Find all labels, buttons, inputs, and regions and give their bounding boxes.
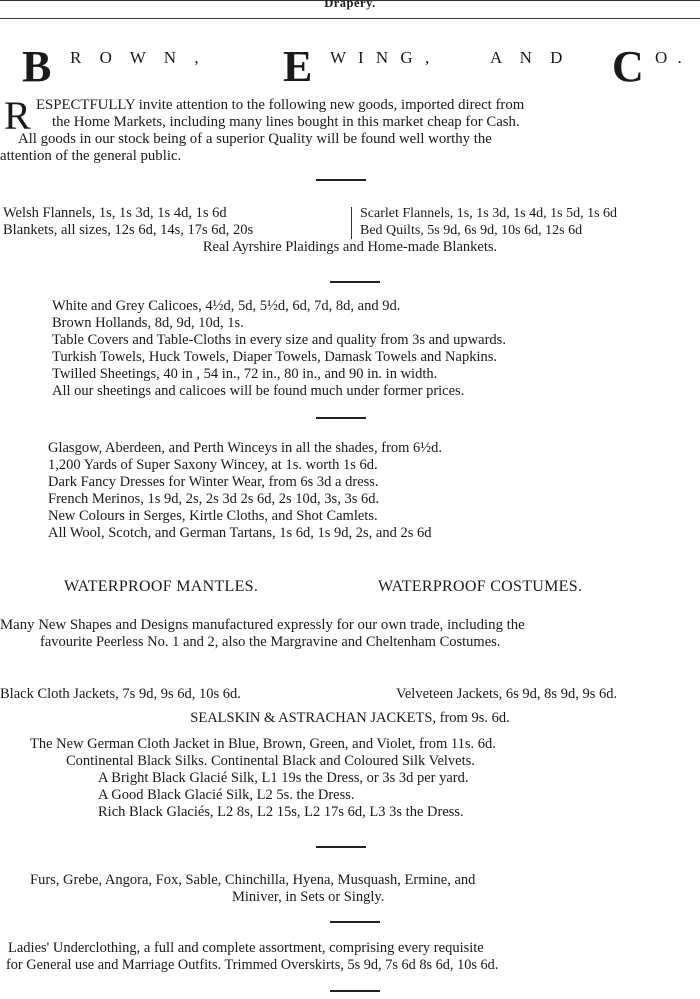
jackets-sealskin: SEALSKIN & ASTRACHAN JACKETS, from 9s. 6d.: [190, 710, 510, 726]
furs-line-2: Miniver, in Sets or Singly.: [232, 889, 385, 905]
winceys-line-4: French Merinos, 1s 9d, 2s, 2s 3d 2s 6d, 2s 10d, 3s, 3s 6d.: [48, 491, 380, 507]
firm-brown: R O W N ,: [70, 48, 199, 67]
divider-3: [316, 417, 366, 419]
flannels-left-2: Blankets, all sizes, 12s 6d, 14s, 17s 6d, 20s: [3, 222, 254, 238]
jackets-german: The New German Cloth Jacket in Blue, Brown, Green, and Violet, from 11s. 6d.: [30, 736, 496, 752]
calicoes-line-5: Twilled Sheetings, 40 in , 54 in., 72 in., 80 in., and 90 in. in width.: [52, 366, 438, 382]
column-divider: [351, 207, 352, 239]
glace-silk-1: A Bright Black Glacié Silk, L1 19s the Dress, or 3s 3d per yard.: [98, 770, 469, 786]
divider-4: [316, 846, 366, 848]
furs-line-1: Furs, Grebe, Angora, Fox, Sable, Chinchilla, Hyena, Musquash, Ermine, and: [30, 872, 476, 888]
calicoes-line-3: Table Covers and Table-Cloths in every size and quality from 3s and upwards.: [52, 332, 506, 348]
intro-line-2: the Home Markets, including many lines bought in this market cheap for Cash.: [52, 114, 520, 130]
calicoes-line-4: Turkish Towels, Huck Towels, Diaper Towels, Damask Towels and Napkins.: [52, 349, 498, 365]
underclothing-line-2: for General use and Marriage Outfits. Trimmed Overskirts, 5s 9d, 7s 6d 8s 6d, 10s 6d.: [6, 957, 499, 973]
winceys-line-6: All Wool, Scotch, and German Tartans, 1s 6d, 1s 9d, 2s, and 2s 6d: [48, 525, 432, 541]
divider-2: [330, 281, 380, 283]
glace-silk-3: Rich Black Glaciés, L2 8s, L2 15s, L2 17s 6d, L3 3s the Dress.: [98, 804, 464, 820]
flannels-right-2: Bed Quilts, 5s 9d, 6s 9d, 10s 6d, 12s 6d: [360, 223, 583, 238]
intro-line-3: All goods in our stock being of a superior Quality will be found well worthy the: [18, 131, 492, 147]
calicoes-line-2: Brown Hollands, 8d, 9d, 10d, 1s.: [52, 315, 244, 331]
section-title: Drapery.: [324, 0, 376, 10]
intro-drop-cap: R: [4, 93, 31, 138]
glace-silk-2: A Good Black Glacié Silk, L2 5s. the Dress.: [98, 787, 355, 803]
underclothing-line-1: Ladies' Underclothing, a full and complete assortment, comprising every requisite: [8, 940, 484, 956]
flannels-right-1: Scarlet Flannels, 1s, 1s 3d, 1s 4d, 1s 5d, 1s 6d: [360, 206, 618, 221]
flannels-left-1: Welsh Flannels, 1s, 1s 3d, 1s 4d, 1s 6d: [3, 205, 227, 221]
firm-and: A N D: [490, 48, 563, 67]
firm-ewing: W I N G ,: [330, 48, 430, 67]
silks-continental: Continental Black Silks. Continental Black and Coloured Silk Velvets.: [66, 753, 475, 769]
waterproof-costumes-heading: WATERPROOF COSTUMES.: [378, 578, 583, 595]
intro-line-1: ESPECTFULLY invite attention to the following new goods, imported direct from: [36, 97, 525, 113]
firm-initial-b: B: [22, 42, 52, 91]
winceys-line-3: Dark Fancy Dresses for Winter Wear, from 6s 3d a dress.: [48, 474, 379, 490]
firm-initial-c: C: [612, 42, 644, 91]
flannels-center: Real Ayrshire Plaidings and Home-made Blankets.: [202, 239, 498, 255]
calicoes-line-6: All our sheetings and calicoes will be found much under former prices.: [52, 383, 465, 399]
waterproof-line-2: favourite Peerless No. 1 and 2, also the Margravine and Cheltenham Costumes.: [40, 634, 501, 650]
jackets-velveteen: Velveteen Jackets, 6s 9d, 8s 9d, 9s 6d.: [396, 686, 618, 702]
divider-5: [330, 921, 380, 923]
divider-6: [330, 990, 380, 992]
jackets-black-cloth: Black Cloth Jackets, 7s 9d, 9s 6d, 10s 6d.: [0, 686, 241, 702]
waterproof-line-1: Many New Shapes and Designs manufactured expressly for our own trade, including the: [0, 617, 525, 633]
calicoes-line-1: White and Grey Calicoes, 4½d, 5d, 5½d, 6d, 7d, 8d, and 9d.: [52, 298, 401, 314]
intro-line-4: attention of the general public.: [0, 148, 182, 164]
waterproof-mantles-heading: WATERPROOF MANTLES.: [64, 578, 259, 595]
winceys-line-1: Glasgow, Aberdeen, and Perth Winceys in all the shades, from 6½d.: [48, 440, 443, 456]
firm-co: O .: [655, 48, 682, 67]
firm-initial-e: E: [283, 42, 313, 91]
winceys-line-5: New Colours in Serges, Kirtle Cloths, and Shot Camlets.: [48, 508, 378, 524]
winceys-line-2: 1,200 Yards of Super Saxony Wincey, at 1s. worth 1s 6d.: [48, 457, 378, 473]
header-rule: [0, 18, 700, 19]
divider-1: [316, 179, 366, 181]
